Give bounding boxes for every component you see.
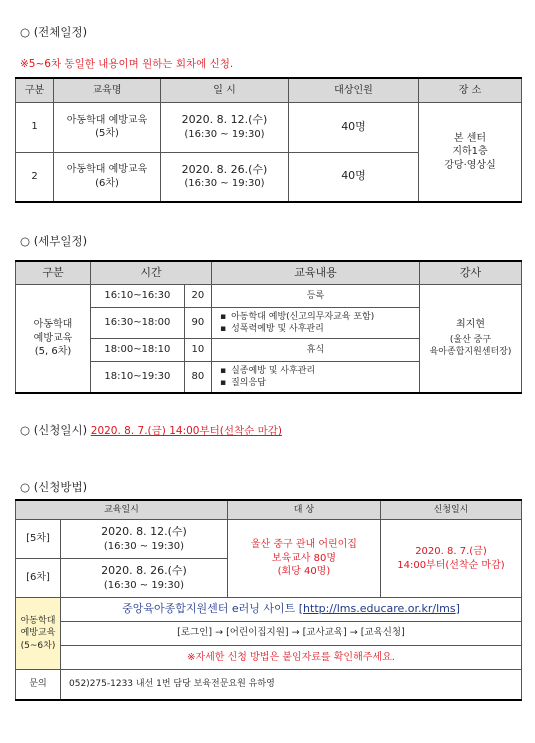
apply-date-cell: 2020. 8. 7.(금) 14:00부터(선착순 마감) — [380, 520, 521, 598]
application-date-line — [20, 422, 282, 438]
header-edu-date: 교육일시 — [16, 500, 228, 520]
time-range: 16:10~16:30 — [91, 285, 185, 308]
time-range: 18:00~18:10 — [91, 339, 185, 362]
table-row — [16, 520, 522, 559]
header-course: 교육명 — [54, 78, 161, 102]
application-steps: [로그인] → [어린이집지원] → [교사교육] → [교육신청] — [61, 622, 522, 646]
header-category: 구분 — [16, 78, 54, 102]
section-title-detail: ○ (세부일정) — [20, 234, 88, 248]
header-time: 시간 — [91, 261, 212, 285]
participant-count: 40명 — [289, 102, 419, 152]
section-title-application-date: ○ (신청일시) — [20, 423, 88, 437]
course-name: 아동학대 예방교육 (5차) — [54, 102, 161, 152]
session-datetime: 2020. 8. 26.(수) (16:30 ~ 19:30) — [61, 559, 228, 598]
content-cell: ▪ 아동학대 예방(신고의무자교육 포함) ▪ 성폭력예방 및 사후관리 — [212, 308, 420, 339]
session-datetime: 2020. 8. 12.(수) (16:30 ~ 19:30) — [61, 520, 228, 559]
target-cell: 울산 중구 관내 어린이집 보육교사 80명 (회당 40명) — [227, 520, 380, 598]
table-row — [16, 285, 522, 308]
header-content: 교육내용 — [212, 261, 420, 285]
duration: 80 — [184, 362, 211, 393]
row-number: 2 — [16, 152, 54, 202]
header-lecturer: 강사 — [420, 261, 522, 285]
content-cell: ▪ 실종예방 및 사후관리 ▪ 질의응답 — [212, 362, 420, 393]
site-info: 중앙육아종합지원센터 e러닝 사이트 [http://lms.educare.or.kr/lms] — [61, 598, 522, 622]
section-title-method: ○ (신청방법) — [20, 480, 88, 494]
schedule-note: ※5~6차 동일한 내용이며 원하는 회차에 신청. — [20, 58, 234, 70]
course-datetime: 2020. 8. 26.(수) (16:30 ~ 19:30) — [161, 152, 289, 202]
method-label: 아동학대 예방교육 (5~6차) — [16, 598, 61, 670]
content-cell: 등록 — [212, 285, 420, 308]
category-cell: 아동학대 예방교육 (5, 6차) — [16, 285, 91, 393]
detail-note: ※자세한 신청 방법은 붙임자료를 확인해주세요. — [61, 646, 522, 670]
place-cell: 본 센터 지하1층 강당·영상실 — [419, 102, 522, 202]
row-number: 1 — [16, 102, 54, 152]
header-place: 장 소 — [419, 78, 522, 102]
course-name: 아동학대 예방교육 (6차) — [54, 152, 161, 202]
application-method-table — [15, 499, 522, 701]
participant-count: 40명 — [289, 152, 419, 202]
contact-label: 문의 — [16, 670, 61, 700]
detail-schedule-table — [15, 260, 522, 394]
header-participants: 대상인원 — [289, 78, 419, 102]
table-row — [16, 102, 522, 152]
content-cell: 휴식 — [212, 339, 420, 362]
duration: 90 — [184, 308, 211, 339]
duration: 10 — [184, 339, 211, 362]
site-link[interactable]: http://lms.educare.or.kr/lms — [303, 602, 456, 616]
overall-schedule-table — [15, 77, 522, 203]
header-datetime: 일 시 — [161, 78, 289, 102]
lecturer-cell: 최지현 (울산 중구 육아종합지원센터장) — [420, 285, 522, 393]
time-range: 18:10~19:30 — [91, 362, 185, 393]
duration: 20 — [184, 285, 211, 308]
session-label: [6차] — [16, 559, 61, 598]
session-label: [5차] — [16, 520, 61, 559]
header-target: 대 상 — [227, 500, 380, 520]
time-range: 16:30~18:00 — [91, 308, 185, 339]
header-apply-date: 신청일시 — [380, 500, 521, 520]
contact-value: 052)275-1233 내선 1번 담당 보육전문요원 유하영 — [61, 670, 522, 700]
section-title-schedule: ○ (전체일정) — [20, 25, 88, 39]
header-category: 구분 — [16, 261, 91, 285]
application-date-value: 2020. 8. 7.(금) 14:00부터(선착순 마감) — [90, 425, 283, 437]
course-datetime: 2020. 8. 12.(수) (16:30 ~ 19:30) — [161, 102, 289, 152]
